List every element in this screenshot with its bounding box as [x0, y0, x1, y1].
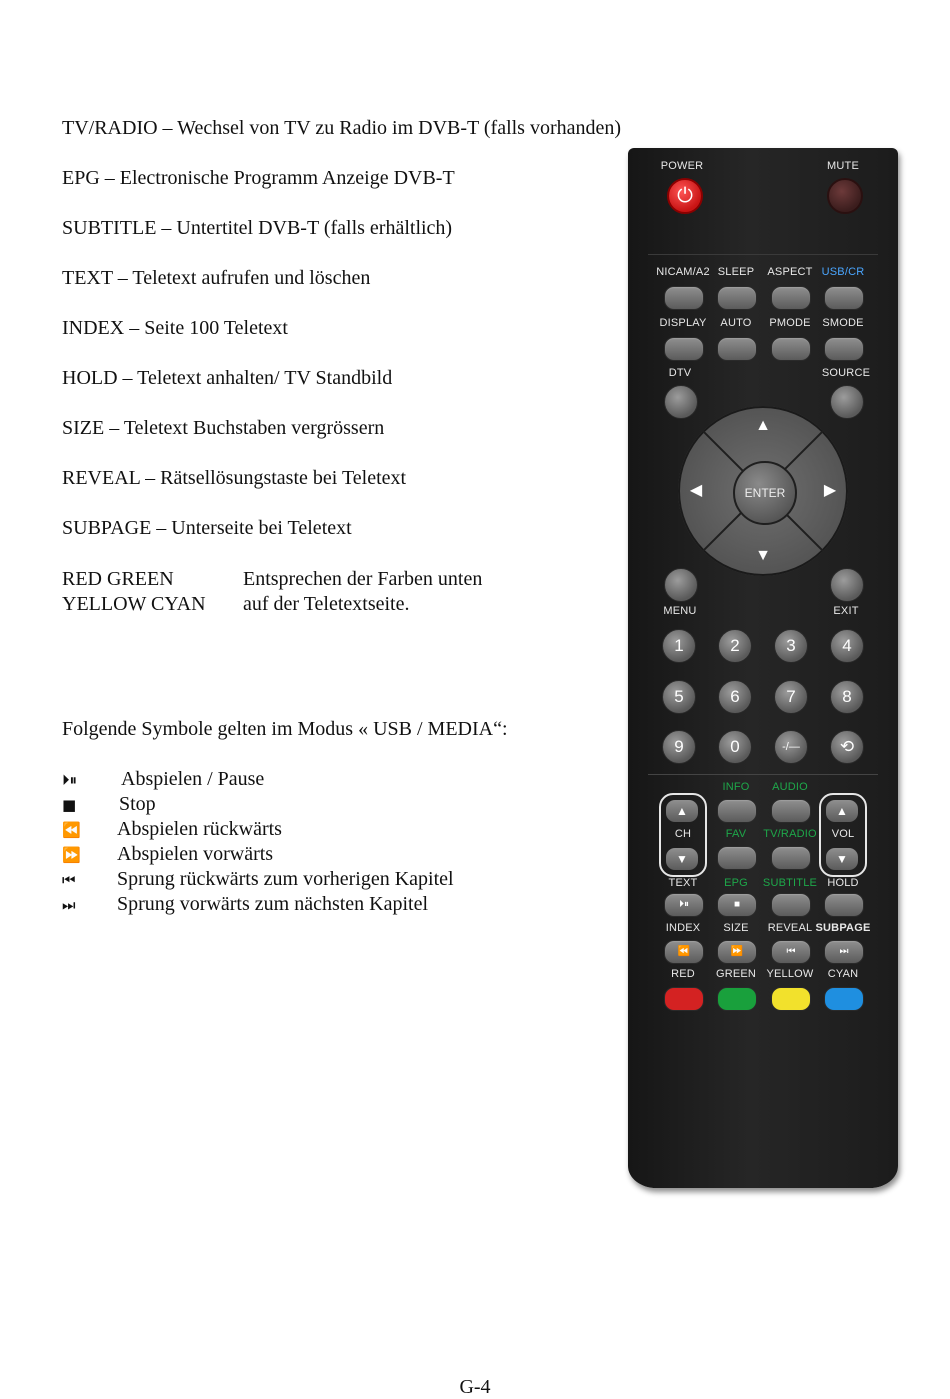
digit-1-button[interactable]: 1	[662, 629, 696, 663]
channel-up-icon[interactable]: ▲	[666, 800, 698, 822]
volume-down-icon[interactable]: ▼	[826, 848, 858, 870]
smode-button[interactable]	[824, 337, 864, 361]
symbol-text-stop: Stop	[119, 793, 156, 815]
info-button[interactable]	[717, 799, 757, 823]
digit-0-button[interactable]: 0	[718, 730, 752, 764]
cyan-button[interactable]	[824, 987, 864, 1011]
remote-control	[628, 148, 898, 1188]
up-arrow-icon[interactable]: ▲	[755, 417, 771, 434]
usbcr-label: USB/CR	[821, 266, 865, 278]
display-label: DISPLAY	[659, 317, 707, 329]
sleep-button[interactable]	[717, 286, 757, 310]
desc-subpage: SUBPAGE – Unterseite bei Teletext	[62, 517, 352, 539]
pmode-button[interactable]	[771, 337, 811, 361]
desc-tvradio: TV/RADIO – Wechsel von TV zu Radio im DVB-T (falls vorhanden)	[62, 117, 622, 139]
vol-label: VOL	[831, 828, 855, 840]
enter-button[interactable]: ENTER	[733, 461, 797, 525]
power-label: POWER	[660, 160, 704, 172]
hold-label: HOLD	[827, 877, 859, 889]
digit-7-button[interactable]: 7	[774, 680, 808, 714]
size-forward-button[interactable]: ⏩	[717, 940, 757, 964]
dtv-label: DTV	[668, 367, 692, 379]
divider	[648, 774, 878, 775]
sleep-label: SLEEP	[717, 266, 755, 278]
auto-button[interactable]	[717, 337, 757, 361]
left-arrow-icon[interactable]: ◀	[689, 482, 703, 499]
green-label: GREEN	[715, 968, 757, 980]
aspect-label: ASPECT	[767, 266, 813, 278]
rewind-icon: ⏪	[62, 821, 81, 839]
text-label: TEXT	[668, 877, 698, 889]
navigation-pad	[678, 406, 848, 576]
smode-label: SMODE	[822, 317, 864, 329]
audio-button[interactable]	[771, 799, 811, 823]
dash-button[interactable]: -/—	[774, 730, 808, 764]
nicam-label: NICAM/A2	[656, 266, 710, 278]
color-keys-row2: YELLOW CYAN	[62, 593, 206, 615]
power-icon: ⏻	[677, 185, 693, 207]
auto-label: AUTO	[720, 317, 752, 329]
ch-label: CH	[674, 828, 692, 840]
menu-button[interactable]	[664, 568, 698, 602]
symbol-text-play-pause: Abspielen / Pause	[121, 768, 265, 790]
subpage-skip-forward-button[interactable]: ⏭	[824, 940, 864, 964]
aspect-button[interactable]	[771, 286, 811, 310]
mute-label: MUTE	[827, 160, 859, 172]
hold-button[interactable]	[824, 893, 864, 917]
desc-size: SIZE – Teletext Buchstaben vergrössern	[62, 417, 385, 439]
subpage-label: SUBPAGE	[815, 922, 871, 934]
skip-forward-icon: ⏭	[62, 896, 76, 914]
divider	[648, 254, 878, 255]
size-label: SIZE	[723, 922, 749, 934]
index-rewind-button[interactable]: ⏪	[664, 940, 704, 964]
symbol-text-skip-forward: Sprung vorwärts zum nächsten Kapitel	[117, 893, 429, 915]
epg-stop-button[interactable]: ■	[717, 893, 757, 917]
info-label: INFO	[722, 781, 750, 793]
symbol-text-rewind: Abspielen rückwärts	[117, 818, 282, 840]
yellow-button[interactable]	[771, 987, 811, 1011]
digit-4-button[interactable]: 4	[830, 629, 864, 663]
source-label: SOURCE	[821, 367, 871, 379]
fast-forward-icon: ⏩	[62, 846, 81, 864]
volume-up-icon[interactable]: ▲	[826, 800, 858, 822]
menu-label: MENU	[663, 605, 697, 617]
symbol-text-forward: Abspielen vorwärts	[117, 843, 274, 865]
exit-label: EXIT	[833, 605, 859, 617]
usb-intro: Folgende Symbole gelten im Modus « USB / MEDIA“:	[62, 718, 508, 740]
text-play-pause-button[interactable]: ⏵⏸	[664, 893, 704, 917]
recall-button[interactable]: ⟲	[830, 730, 864, 764]
subtitle-label: SUBTITLE	[762, 877, 818, 889]
index-label: INDEX	[665, 922, 701, 934]
power-button[interactable]	[667, 178, 703, 214]
digit-2-button[interactable]: 2	[718, 629, 752, 663]
stop-icon: ■	[62, 796, 77, 814]
page-number: G-4	[459, 1376, 491, 1398]
channel-down-icon[interactable]: ▼	[666, 848, 698, 870]
color-desc-row2: auf der Teletextseite.	[243, 593, 410, 615]
tvradio-label: TV/RADIO	[763, 828, 817, 840]
play-pause-icon: ⏵⏸	[62, 771, 78, 789]
desc-reveal: REVEAL – Rätsellösungstaste bei Teletext	[62, 467, 407, 489]
display-button[interactable]	[664, 337, 704, 361]
mute-button[interactable]	[827, 178, 863, 214]
yellow-label: YELLOW	[766, 968, 814, 980]
audio-label: AUDIO	[772, 781, 808, 793]
skip-back-icon: ⏮	[62, 871, 76, 889]
epg-label: EPG	[724, 877, 748, 889]
digit-5-button[interactable]: 5	[662, 680, 696, 714]
reveal-skip-back-button[interactable]: ⏮	[771, 940, 811, 964]
digit-9-button[interactable]: 9	[662, 730, 696, 764]
green-button[interactable]	[717, 987, 757, 1011]
right-arrow-icon[interactable]: ▶	[823, 482, 837, 499]
desc-epg: EPG – Electronische Programm Anzeige DVB-T	[62, 167, 455, 189]
color-keys-row1: RED GREEN	[62, 568, 174, 590]
digit-3-button[interactable]: 3	[774, 629, 808, 663]
exit-button[interactable]	[830, 568, 864, 602]
desc-index: INDEX – Seite 100 Teletext	[62, 317, 288, 339]
down-arrow-icon[interactable]: ▼	[755, 547, 771, 564]
desc-subtitle: SUBTITLE – Untertitel DVB-T (falls erhältlich)	[62, 217, 453, 239]
nicam-button[interactable]	[664, 286, 704, 310]
cyan-label: CYAN	[827, 968, 859, 980]
tvradio-button[interactable]	[771, 846, 811, 870]
subtitle-button[interactable]	[771, 893, 811, 917]
digit-6-button[interactable]: 6	[718, 680, 752, 714]
red-button[interactable]	[664, 987, 704, 1011]
red-label: RED	[671, 968, 695, 980]
symbol-text-skip-back: Sprung rückwärts zum vorherigen Kapitel	[117, 868, 454, 890]
desc-hold: HOLD – Teletext anhalten/ TV Standbild	[62, 367, 393, 389]
digit-8-button[interactable]: 8	[830, 680, 864, 714]
desc-text: TEXT – Teletext aufrufen und löschen	[62, 267, 371, 289]
reveal-label: REVEAL	[767, 922, 813, 934]
pmode-label: PMODE	[769, 317, 811, 329]
color-desc-row1: Entsprechen der Farben unten	[243, 568, 483, 590]
usbcr-button[interactable]	[824, 286, 864, 310]
fav-label: FAV	[725, 828, 747, 840]
fav-button[interactable]	[717, 846, 757, 870]
